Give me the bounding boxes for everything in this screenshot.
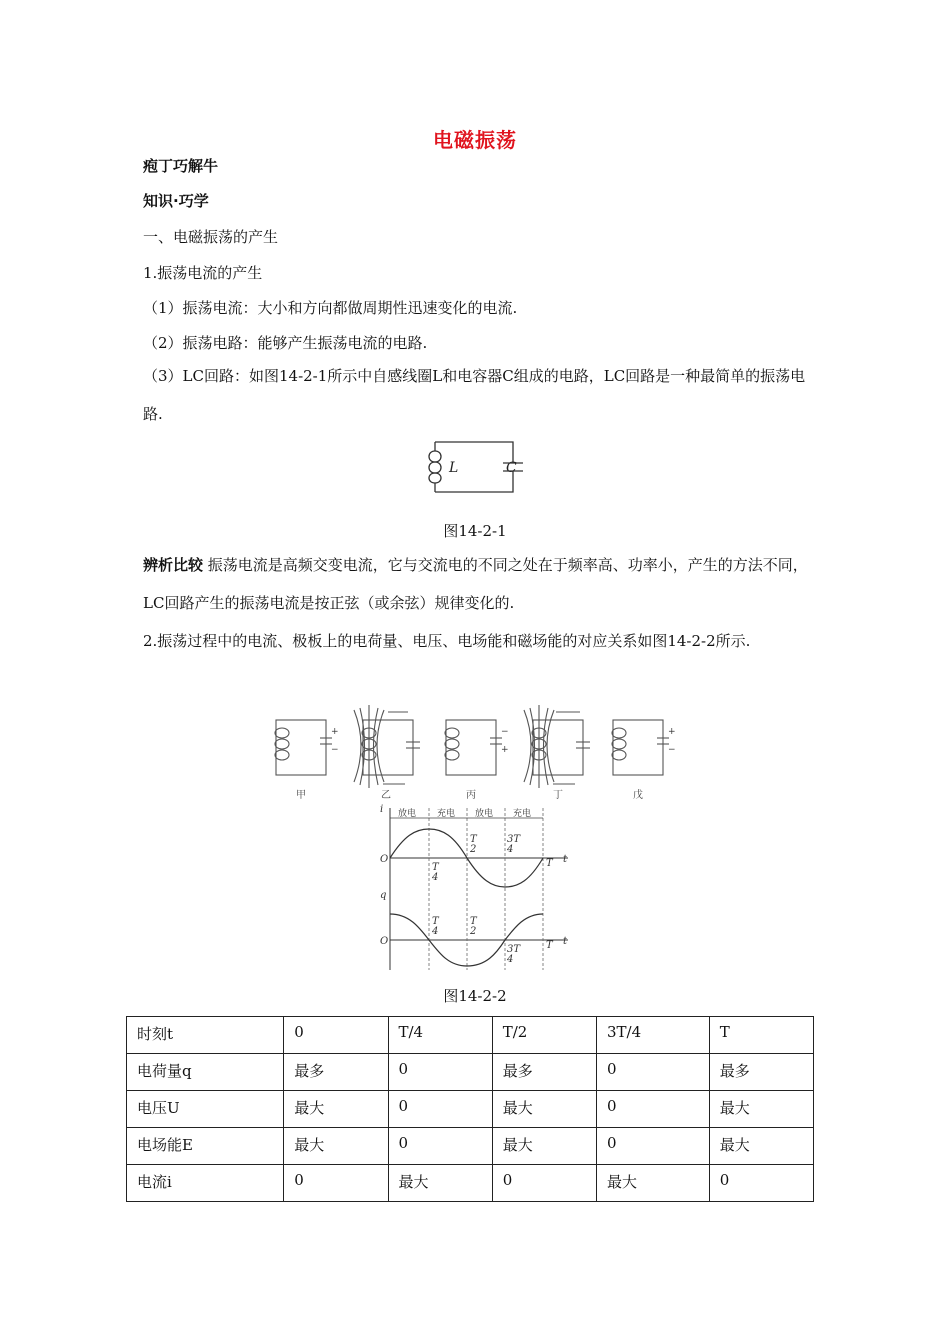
svg-text:−: −	[331, 745, 339, 755]
svg-text:+: +	[668, 727, 676, 737]
circuit-jia	[275, 720, 332, 775]
svg-text:−: −	[668, 745, 676, 755]
svg-text:4: 4	[507, 844, 514, 855]
table-cell: 0	[388, 1054, 492, 1091]
heading-1: 一、电磁振荡的产生	[143, 228, 279, 246]
axis-t-label: t	[563, 854, 568, 865]
table-row	[127, 1128, 814, 1165]
circuit-label: 戊	[633, 790, 643, 801]
table-cell: 最大	[597, 1165, 710, 1202]
svg-text:−: −	[501, 727, 509, 737]
circuit-ding	[524, 705, 590, 788]
label-L: L	[449, 460, 459, 476]
table-row	[127, 1165, 814, 1202]
svg-text:4: 4	[432, 926, 439, 937]
table-cell: 最大	[388, 1165, 492, 1202]
phase-label: 放电	[475, 809, 494, 819]
svg-text:T: T	[432, 862, 439, 873]
circuit-label: 乙	[381, 790, 391, 801]
coil-loop	[429, 451, 441, 462]
item-2: 2.振荡过程中的电流、极板上的电荷量、电压、电场能和磁场能的对应关系如图14-2-2所示.	[143, 632, 751, 650]
table-cell: 0	[597, 1091, 710, 1128]
table-cell: T/4	[388, 1017, 492, 1054]
table-cell: 0	[388, 1091, 492, 1128]
svg-text:4: 4	[432, 872, 439, 883]
oscillation-table	[126, 1016, 814, 1202]
table-cell: 0	[709, 1165, 813, 1202]
analysis-paragraph	[143, 546, 808, 622]
oscillation-figure	[268, 700, 688, 980]
svg-text:+: +	[331, 727, 339, 737]
label-C: C	[506, 460, 517, 476]
svg-text:3T: 3T	[507, 834, 521, 845]
axis-t-label: t	[563, 936, 568, 947]
svg-text:3T: 3T	[507, 944, 521, 955]
table-cell: 最多	[709, 1054, 813, 1091]
table-cell: 0	[492, 1165, 596, 1202]
figure-2-caption: 图14-2-2	[443, 987, 507, 1005]
table-row	[127, 1054, 814, 1091]
table-cell: 0	[284, 1165, 388, 1202]
analysis-text: 振荡电流是高频交变电流，它与交流电的不同之处在于频率高、功率小，产生的方法不同，LC回路产生的振荡电流是按正弦（或余弦）规律变化的.	[143, 556, 808, 612]
item-1: 1.振荡电流的产生	[143, 264, 263, 282]
table-cell: 电场能E	[127, 1128, 284, 1165]
circuit-yi	[354, 705, 420, 788]
table-cell: 电流i	[127, 1165, 284, 1202]
sub-item-1: （1）振荡电流：大小和方向都做周期性迅速变化的电流.	[143, 299, 518, 317]
svg-text:2: 2	[470, 926, 477, 937]
table-cell: 最大	[709, 1128, 813, 1165]
svg-text:+: +	[501, 745, 509, 755]
table-cell: 最多	[284, 1054, 388, 1091]
page-title: 电磁振荡	[433, 128, 517, 152]
table-row	[127, 1017, 814, 1054]
table-cell: T	[709, 1017, 813, 1054]
sub-item-3: （3）LC回路：如图14-2-1所示中自感线圈L和电容器C组成的电路，LC回路是一种最简单的振荡电路.	[143, 367, 806, 423]
table-cell: 最大	[492, 1091, 596, 1128]
table-cell: 0	[388, 1128, 492, 1165]
table-cell: 最大	[284, 1091, 388, 1128]
phase-label: 放电	[398, 809, 417, 819]
circuit-wu	[612, 720, 669, 775]
table-cell: 0	[597, 1128, 710, 1165]
svg-text:T: T	[470, 834, 477, 845]
period-label: T	[546, 858, 553, 869]
table-cell: 最大	[709, 1091, 813, 1128]
table-cell: 最大	[492, 1128, 596, 1165]
sub-item-2: （2）振荡电路：能够产生振荡电流的电路.	[143, 334, 428, 352]
table-row	[127, 1091, 814, 1128]
phase-label: 充电	[437, 809, 456, 819]
axis-i-label: i	[380, 804, 384, 815]
figure-1-caption: 图14-2-1	[443, 522, 507, 540]
table-cell: 时刻t	[127, 1017, 284, 1054]
table-cell: 最多	[492, 1054, 596, 1091]
svg-text:2: 2	[470, 844, 477, 855]
origin-label: O	[380, 936, 389, 947]
phase-label: 充电	[513, 809, 532, 819]
axis-q-label: q	[380, 890, 387, 901]
circuit-label: 丙	[466, 790, 476, 801]
table-cell: T/2	[492, 1017, 596, 1054]
coil-loop	[429, 473, 441, 483]
circuit-bing	[445, 720, 502, 775]
svg-text:T: T	[470, 916, 477, 927]
lc-circuit-figure	[425, 437, 525, 497]
table-cell: 3T/4	[597, 1017, 710, 1054]
table-cell: 0	[284, 1017, 388, 1054]
table-cell: 最大	[284, 1128, 388, 1165]
svg-text:4: 4	[507, 954, 514, 965]
circuit-label: 甲	[296, 790, 306, 801]
section-heading: 知识·巧学	[143, 192, 209, 210]
period-label: T	[546, 940, 553, 951]
analysis-label: 辨析比较	[143, 556, 204, 574]
svg-text:T: T	[432, 916, 439, 927]
coil-loop	[429, 462, 441, 473]
origin-label: O	[380, 854, 389, 865]
table-cell: 电荷量q	[127, 1054, 284, 1091]
table-cell: 电压U	[127, 1091, 284, 1128]
circuit-label: 丁	[553, 790, 563, 801]
subtitle: 疱丁巧解牛	[143, 157, 219, 175]
table-cell: 0	[597, 1054, 710, 1091]
